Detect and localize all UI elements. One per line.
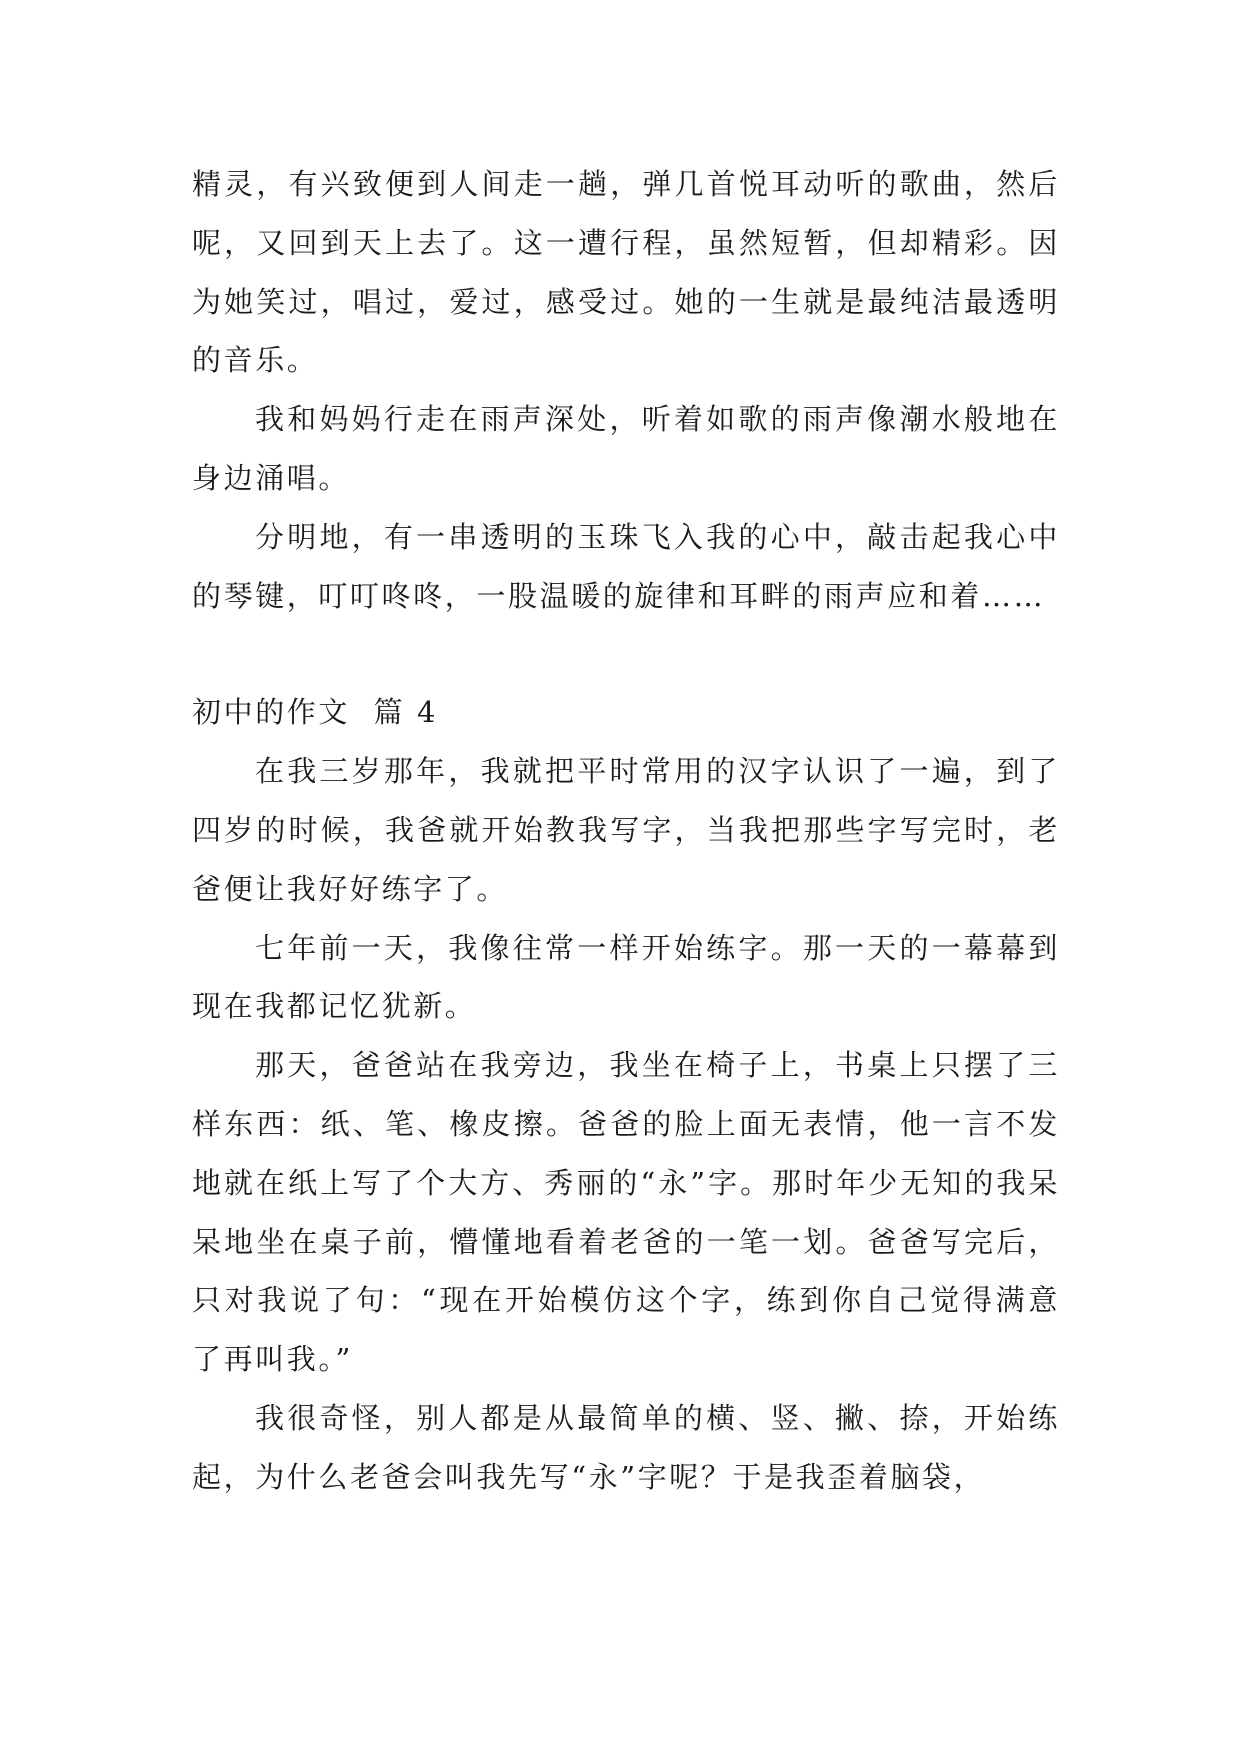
paragraph-1: 精灵，有兴致便到人间走一趟，弹几首悦耳动听的歌曲，然后呢，又回到天上去了。这一遭行程，虽然短暂，但却精彩。因为她笑过，唱过，爱过，感受过。她的一生就是最纯洁最透明的音乐。 bbox=[192, 167, 1060, 378]
paragraph-7: 我很奇怪，别人都是从最简单的横、竖、撇、捺，开始练起，为什么老爸会叫我先写“永”字呢？于是我歪着脑袋， bbox=[192, 1400, 1060, 1494]
paragraph-5: 七年前一天，我像往常一样开始练字。那一天的一幕幕到现在我都记忆犹新。 bbox=[192, 930, 1060, 1024]
section-heading: 初中的作文 篇 4 bbox=[192, 695, 439, 730]
document-page bbox=[192, 155, 1060, 1507]
paragraph-2: 我和妈妈行走在雨声深处，听着如歌的雨声像潮水般地在身边涌唱。 bbox=[192, 402, 1060, 495]
paragraph-6: 那天，爸爸站在我旁边，我坐在椅子上，书桌上只摆了三样东西：纸、笔、橡皮擦。爸爸的脸上面无表情，他一言不发地就在纸上写了个大方、秀丽的“永”字。那时年少无知的我呆呆地坐在桌子前，懵懂地看着老爸的一笔一划。爸爸写完后，只对我说了句：“现在开始模仿这个字，练到你自己觉得满意了再叫我。” bbox=[192, 1048, 1060, 1377]
paragraph-3: 分明地，有一串透明的玉珠飞入我的心中，敲击起我心中的琴键，叮叮咚咚，一股温暖的旋律和耳畔的雨声应和着…… bbox=[192, 519, 1060, 613]
paragraph-4: 在我三岁那年，我就把平时常用的汉字认识了一遍，到了四岁的时候，我爸就开始教我写字，当我把那些字写完时，老爸便让我好好练字了。 bbox=[192, 754, 1060, 906]
